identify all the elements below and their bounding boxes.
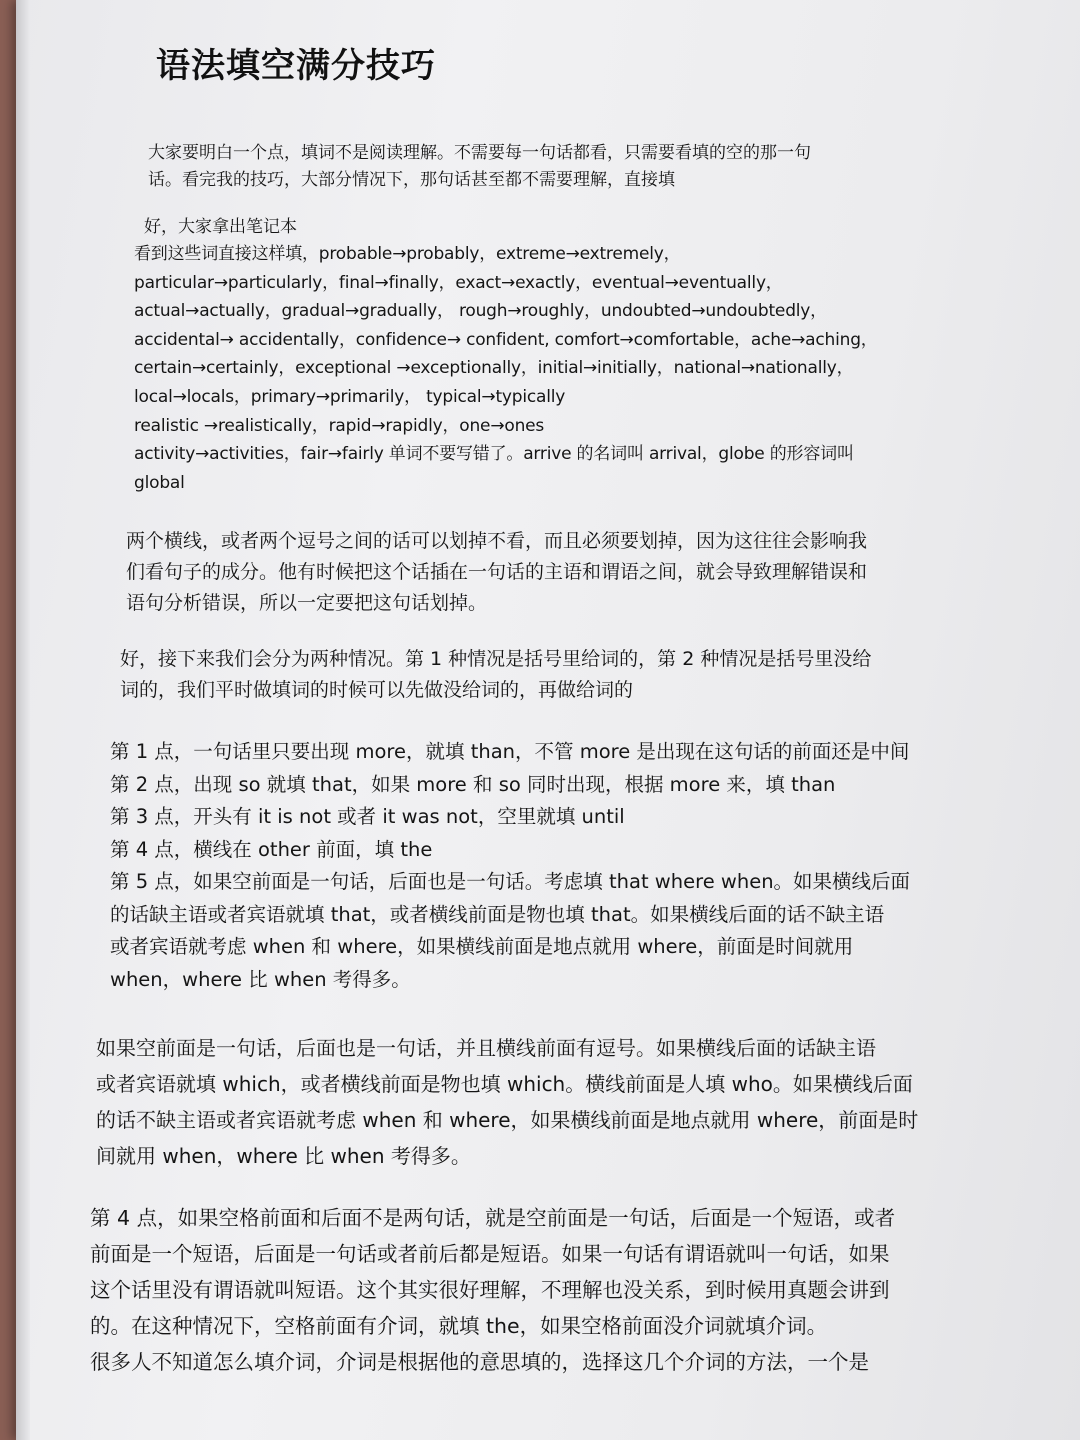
intro-paragraph: 大家要明白一个点，填词不是阅读理解。不需要每一句话都看，只需要看填的空的那一句 话。看完我的技巧，大部分情况下，那句话甚至都不需要理解，直接填: [148, 143, 811, 190]
notebook-line: 好，大家拿出笔记本: [144, 217, 297, 237]
which-rule-paragraph: 如果空前面是一句话，后面也是一句话，并且横线前面有逗号。如果横线后面的话缺主语 或者宾语就填 which，或者横线前面是物也填 which。横线前面是人填 who。如果横线后面 的话不缺主语或者宾语就考虑 when 和 where，如果横线前面是地点就用 where，前面是时 间就用 when，where 比 when 考得多。: [96, 1036, 919, 1168]
page-title: 语法填空满分技巧: [156, 46, 436, 86]
word-transform-list: 看到这些词直接这样填，probable→probably，extreme→extremely， particular→particularly，final→finally，exact→exactly，eventual→eventually， actual→actually，gradual→gradually， rough→roughly，undoubted→undoubtedly， accidental→ accidentally，confidence→ confident, comfort→comfortable，ache→aching， certain→certainly，exceptional →exceptionally，initial→initially，national→nationally， local→locals，primary→primarily， typical→typically realistic →realistically，rapid→rapidly，one→ones activity→activities，fair→fairly 单词不要写错了。arrive 的名词叫 arrival，globe 的形容词叫 global: [134, 244, 878, 493]
dash-rule-paragraph: 两个横线，或者两个逗号之间的话可以划掉不看，而且必须要划掉，因为这往往会影响我 们看句子的成分。他有时候把这个话插在一句话的主语和谓语之间，就会导致理解错误和 语句分析错误，所以一定要把这句话划掉。: [126, 530, 868, 614]
two-cases-paragraph: 好，接下来我们会分为两种情况。第 1 种情况是括号里给词的，第 2 种情况是括号里没给 词的，我们平时做填词的时候可以先做没给词的，再做给词的: [120, 648, 872, 701]
book-page: [16, 0, 1080, 1440]
page-edge: [16, 0, 30, 1440]
points-list: 第 1 点，一句话里只要出现 more，就填 than，不管 more 是出现在这句话的前面还是中间 第 2 点，出现 so 就填 that，如果 more 和 so 同时出现，根据 more 来，填 than 第 3 点，开头有 it is not 或者 it was not，空里就填 until 第 4 点，横线在 other 前面，填 the 第 5 点，如果空前面是一句话，后面也是一句话。考虑填 that where when。如果横线后面 的话缺主语或者宾语就填 that，或者横线前面是物也填 that。如果横线后面的话不缺主语 或者宾语就考虑 when 和 where，如果横线前面是地点就用 where，前面是时间就用 when，where 比 when 考得多。: [110, 740, 911, 991]
point-four-phrase-paragraph: 第 4 点，如果空格前面和后面不是两句话，就是空前面是一句话，后面是一个短语，或者 前面是一个短语，后面是一句话或者前后都是短语。如果一句话有谓语就叫一句话，如果 这个话里没有谓语就叫短语。这个其实很好理解，不理解也没关系，到时候用真题会讲到 的。在这种情况下，空格前面有介词，就填 the，如果空格前面没介词就填介词。 很多人不知道怎么填介词，介词是根据他的意思填的，选择这几个介词的方法，一个是: [90, 1206, 896, 1374]
